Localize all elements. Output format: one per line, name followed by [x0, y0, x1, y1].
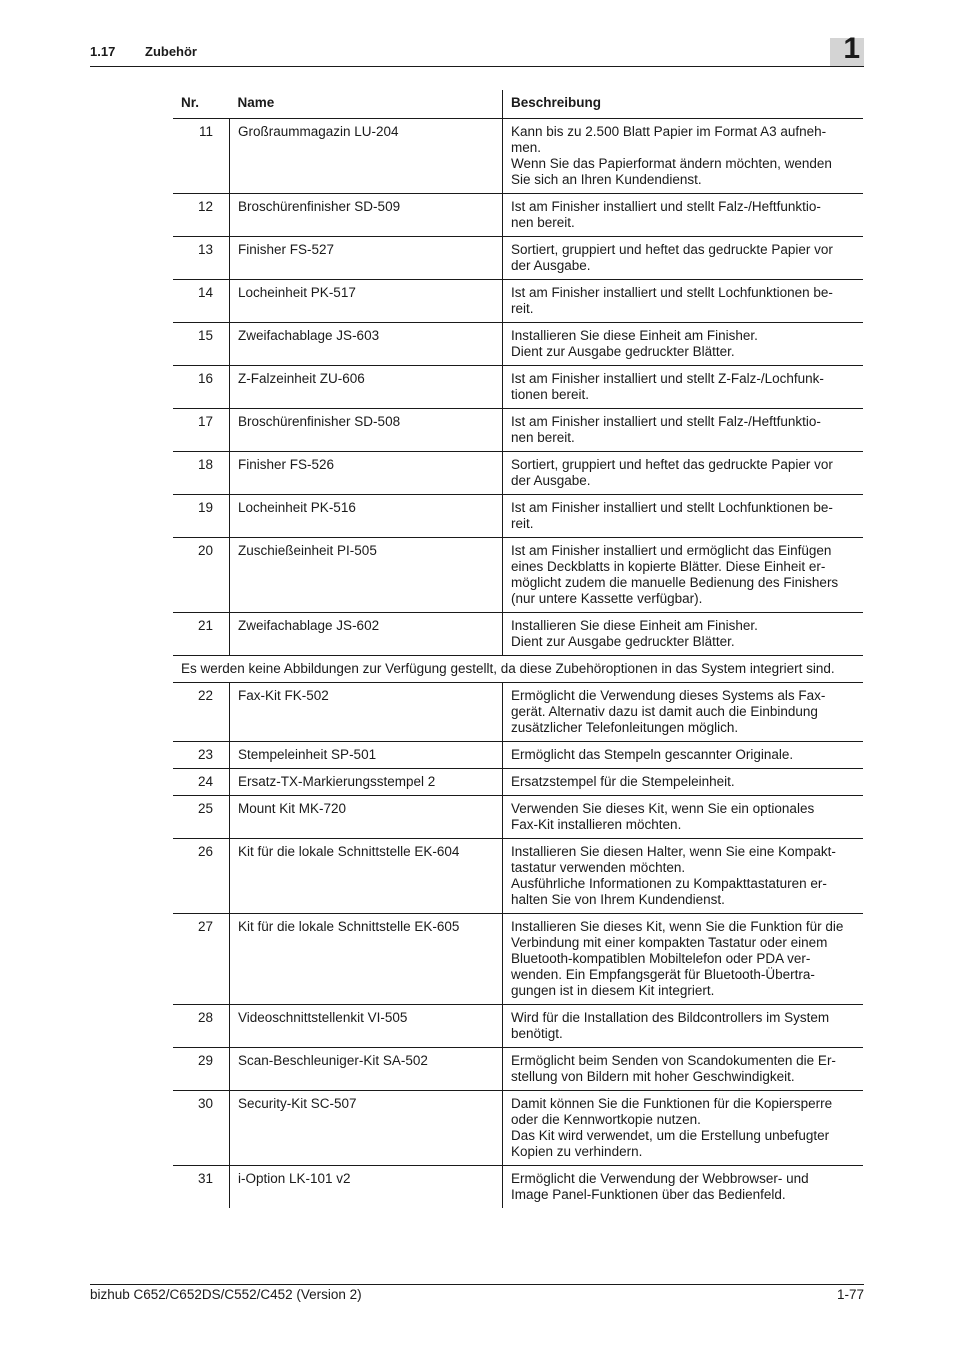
description-line: Ersatzstempel für die Stempeleinheit.	[511, 774, 735, 789]
description-line: gerät. Alternativ dazu ist damit auch die Einbindung	[511, 704, 818, 719]
column-header-description: Beschreibung	[503, 90, 864, 119]
table-row	[173, 839, 863, 914]
cell-description	[503, 769, 864, 796]
table-row	[173, 1166, 863, 1209]
cell-name: Zuschießeinheit PI-505	[230, 538, 503, 613]
description-line: reit.	[511, 516, 534, 531]
cell-nr: 15	[173, 323, 230, 366]
cell-nr: 30	[173, 1091, 230, 1166]
cell-description	[503, 683, 864, 742]
cell-nr: 28	[173, 1005, 230, 1048]
cell-nr: 11	[173, 119, 230, 194]
description-line: Image Panel-Funktionen über das Bedienfeld.	[511, 1187, 786, 1202]
description-line: zusätzlicher Telefonleitungen möglich.	[511, 720, 739, 735]
description-line: der Ausgabe.	[511, 473, 591, 488]
description-line: Verbindung mit einer kompakten Tastatur oder einem	[511, 935, 828, 950]
description-line: Ist am Finisher installiert und ermöglicht das Einfügen	[511, 543, 832, 558]
description-line: eines Deckblatts in kopierte Blätter. Diese Einheit er-	[511, 559, 826, 574]
cell-nr: 25	[173, 796, 230, 839]
cell-description	[503, 1005, 864, 1048]
cell-nr: 14	[173, 280, 230, 323]
cell-name: Stempeleinheit SP-501	[230, 742, 503, 769]
cell-name: Broschürenfinisher SD-509	[230, 194, 503, 237]
cell-nr: 17	[173, 409, 230, 452]
section-title: Zubehör	[145, 44, 197, 59]
cell-name: Ersatz-TX-Markierungsstempel 2	[230, 769, 503, 796]
cell-nr: 27	[173, 914, 230, 1005]
cell-name: Locheinheit PK-517	[230, 280, 503, 323]
table-row	[173, 1005, 863, 1048]
table-row	[173, 796, 863, 839]
description-line: Ist am Finisher installiert und stellt Lochfunktionen be-	[511, 500, 833, 515]
cell-name: i-Option LK-101 v2	[230, 1166, 503, 1209]
description-line: Ist am Finisher installiert und stellt Falz-/Heftfunktio-	[511, 414, 821, 429]
cell-description	[503, 796, 864, 839]
description-line: Sortiert, gruppiert und heftet das gedruckte Papier vor	[511, 242, 833, 257]
chapter-tab	[830, 32, 864, 66]
cell-description	[503, 409, 864, 452]
cell-description	[503, 914, 864, 1005]
cell-name: Videoschnittstellenkit VI-505	[230, 1005, 503, 1048]
cell-name: Zweifachablage JS-603	[230, 323, 503, 366]
cell-nr: 26	[173, 839, 230, 914]
accessories-table	[173, 90, 863, 1208]
cell-name: Finisher FS-526	[230, 452, 503, 495]
description-line: Fax-Kit installieren möchten.	[511, 817, 682, 832]
description-line: tastatur verwenden möchten.	[511, 860, 686, 875]
description-line: Kopien zu verhindern.	[511, 1144, 643, 1159]
table-row	[173, 683, 863, 742]
table-row	[173, 538, 863, 613]
cell-description	[503, 194, 864, 237]
description-line: Damit können Sie die Funktionen für die Kopiersperre	[511, 1096, 833, 1111]
description-line: nen bereit.	[511, 430, 575, 445]
cell-name: Locheinheit PK-516	[230, 495, 503, 538]
cell-description	[503, 1091, 864, 1166]
page-footer	[90, 1284, 864, 1302]
table-row	[173, 323, 863, 366]
table-row	[173, 366, 863, 409]
table-row	[173, 613, 863, 656]
cell-name: Fax-Kit FK-502	[230, 683, 503, 742]
table-row	[173, 914, 863, 1005]
description-line: (nur untere Kassette verfügbar).	[511, 591, 703, 606]
table-row	[173, 742, 863, 769]
description-line: Ermöglicht das Stempeln gescannter Originale.	[511, 747, 794, 762]
description-line: Ist am Finisher installiert und stellt Z-Falz-/Lochfunk-	[511, 371, 824, 386]
cell-description	[503, 613, 864, 656]
cell-name: Z-Falzeinheit ZU-606	[230, 366, 503, 409]
description-line: halten Sie von Ihrem Kundendienst.	[511, 892, 725, 907]
table-row	[173, 452, 863, 495]
description-line: reit.	[511, 301, 534, 316]
cell-nr: 16	[173, 366, 230, 409]
cell-description	[503, 538, 864, 613]
cell-nr: 31	[197, 1171, 213, 1186]
description-line: Dient zur Ausgabe gedruckter Blätter.	[511, 634, 735, 649]
column-header-nr: Nr.	[173, 90, 230, 119]
description-line: tionen bereit.	[511, 387, 590, 402]
cell-name: Security-Kit SC-507	[230, 1091, 503, 1166]
cell-description	[503, 280, 864, 323]
description-line: der Ausgabe.	[511, 258, 591, 273]
table-note-row	[173, 656, 863, 683]
table-row	[173, 409, 863, 452]
cell-nr: 21	[173, 613, 230, 656]
description-line: Ist am Finisher installiert und stellt Lochfunktionen be-	[511, 285, 833, 300]
chapter-number: 1	[843, 32, 860, 65]
table-row	[173, 1048, 863, 1091]
description-line: Das Kit wird verwendet, um die Erstellung unbefugter	[511, 1128, 830, 1143]
description-line: oder die Kennwortkopie nutzen.	[511, 1112, 701, 1127]
cell-description	[503, 495, 864, 538]
description-line: Ermöglicht die Verwendung der Webbrowser- und	[511, 1171, 809, 1186]
table-header-row	[173, 90, 863, 119]
description-line: men.	[511, 140, 542, 155]
cell-nr: 18	[173, 452, 230, 495]
description-line: benötigt.	[511, 1026, 563, 1041]
description-line: Installieren Sie diese Einheit am Finisher.	[511, 328, 758, 343]
cell-description	[503, 1048, 864, 1091]
cell-name: Broschürenfinisher SD-508	[230, 409, 503, 452]
description-line: Sortiert, gruppiert und heftet das gedruckte Papier vor	[511, 457, 833, 472]
cell-description	[503, 119, 864, 194]
table-row	[173, 1091, 863, 1166]
description-line: nen bereit.	[511, 215, 575, 230]
table-row	[173, 237, 863, 280]
cell-name: Finisher FS-527	[230, 237, 503, 280]
description-line: Wenn Sie das Papierformat ändern möchten, wenden	[511, 156, 832, 171]
cell-description	[503, 452, 864, 495]
table-note: Es werden keine Abbildungen zur Verfügung gestellt, da diese Zubehöroptionen in das System integriert sind.	[173, 656, 863, 683]
cell-name: Kit für die lokale Schnittstelle EK-605	[230, 914, 503, 1005]
description-line: Installieren Sie diesen Halter, wenn Sie eine Kompakt-	[511, 844, 836, 859]
description-line: Verwenden Sie dieses Kit, wenn Sie ein optionales	[511, 801, 815, 816]
table-row	[173, 769, 863, 796]
description-line: Bluetooth-kompatiblen Mobiltelefon oder PDA ver-	[511, 951, 811, 966]
description-line: Installieren Sie dieses Kit, wenn Sie die Funktion für die	[511, 919, 844, 934]
description-line: Ermöglicht die Verwendung dieses Systems als Fax-	[511, 688, 826, 703]
cell-description	[503, 1166, 864, 1209]
table-row	[173, 194, 863, 237]
description-line: gungen ist in diesem Kit integriert.	[511, 983, 715, 998]
cell-nr: 13	[173, 237, 230, 280]
cell-description	[503, 366, 864, 409]
description-line: Ist am Finisher installiert und stellt Falz-/Heftfunktio-	[511, 199, 821, 214]
cell-description	[503, 742, 864, 769]
column-header-name: Name	[230, 90, 503, 119]
cell-nr: 24	[173, 769, 230, 796]
page-header	[90, 32, 864, 67]
cell-name: Großraummagazin LU-204	[230, 119, 503, 194]
description-line: Kann bis zu 2.500 Blatt Papier im Format A3 aufneh-	[511, 124, 827, 139]
cell-description	[503, 323, 864, 366]
cell-nr: 22	[173, 683, 230, 742]
cell-nr: 12	[173, 194, 230, 237]
description-line: wenden. Ein Empfangsgerät für Bluetooth-Übertra-	[511, 967, 815, 982]
cell-nr: 19	[173, 495, 230, 538]
description-line: Ausführliche Informationen zu Kompakttastaturen er-	[511, 876, 827, 891]
cell-name: Zweifachablage JS-602	[230, 613, 503, 656]
description-line: Wird für die Installation des Bildcontrollers im System	[511, 1010, 830, 1025]
table-row	[173, 495, 863, 538]
cell-name: Scan-Beschleuniger-Kit SA-502	[230, 1048, 503, 1091]
description-line: Installieren Sie diese Einheit am Finisher.	[511, 618, 758, 633]
cell-description	[503, 839, 864, 914]
cell-nr: 29	[173, 1048, 230, 1091]
table-row	[173, 119, 863, 194]
description-line: Ermöglicht beim Senden von Scandokumenten die Er-	[511, 1053, 836, 1068]
footer-product: bizhub C652/C652DS/C552/C452 (Version 2)	[90, 1287, 362, 1302]
cell-description	[503, 237, 864, 280]
cell-nr: 23	[173, 742, 230, 769]
cell-nr: 20	[173, 538, 230, 613]
cell-name: Kit für die lokale Schnittstelle EK-604	[230, 839, 503, 914]
description-line: Sie sich an Ihren Kundendienst.	[511, 172, 702, 187]
cell-name: Mount Kit MK-720	[230, 796, 503, 839]
section-number: 1.17	[90, 44, 116, 59]
table-row	[173, 280, 863, 323]
description-line: Dient zur Ausgabe gedruckter Blätter.	[511, 344, 735, 359]
footer-page-number: 1-77	[836, 1287, 864, 1302]
description-line: stellung von Bildern mit hoher Geschwindigkeit.	[511, 1069, 795, 1084]
description-line: möglicht zudem die manuelle Bedienung des Finishers	[511, 575, 839, 590]
